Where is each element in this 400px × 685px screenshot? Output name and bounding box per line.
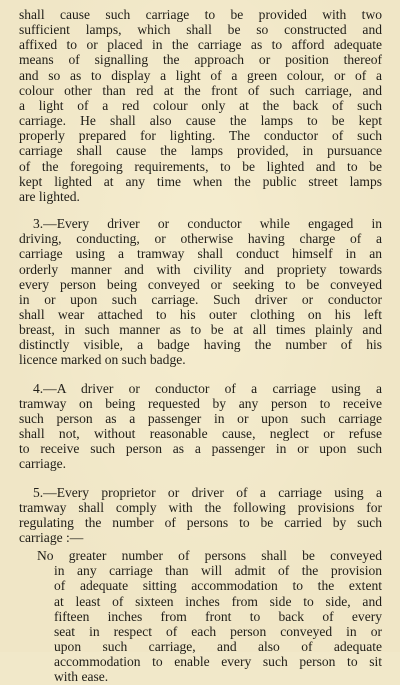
text-line: with ease.: [54, 669, 109, 685]
text-line: carriage using a tramway shall conduct himself in an: [19, 246, 382, 262]
text-line: shall wear attached to his outer clothing on his left: [19, 306, 382, 322]
text-line: tramway on being requested by any person to receive: [19, 395, 382, 411]
text-line: orderly manner and with civility and propriety towards: [19, 261, 382, 277]
text-line: and so as to display a light of a green colour, or of a: [19, 67, 382, 83]
text-line: a light of a red colour only at the back of such: [19, 97, 382, 113]
text-line: sufficient lamps, which shall be so constructed and: [19, 22, 382, 38]
text-line: carriage :—: [19, 530, 84, 545]
text-line: every person being conveyed or seeking to be conveyed: [19, 276, 382, 292]
text-line: carriage.: [19, 456, 66, 472]
text-line: carriage shall cause the lamps provided, in pursuance: [19, 143, 382, 159]
text-line: at least of sixteen inches from side to side, and: [54, 593, 382, 609]
section-4-paragraph: [19, 381, 382, 472]
text-line: are lighted.: [19, 188, 80, 204]
text-line: in any carriage than will admit of the provision: [54, 563, 382, 579]
section-heading-line: 4.—A driver or conductor of a carriage using a: [33, 380, 382, 396]
section-3-paragraph: [19, 216, 382, 368]
text-line: shall cause such carriage to be provided with two: [19, 7, 382, 22]
text-line: such person as a passenger in or upon such carriage: [19, 410, 382, 426]
text-line: affixed to or placed in the carriage as to afford adequate: [19, 37, 382, 53]
text-line: properly prepared for lighting. The conductor of such: [19, 128, 382, 144]
text-line: shall not, without reasonable cause, neglect or refuse: [19, 426, 382, 442]
text-line: upon such carriage, and also of adequate: [54, 639, 382, 655]
text-line: kept lighted at any time when the public street lamps: [19, 173, 382, 189]
text-line: in or upon such carriage. Such driver or conductor: [19, 291, 382, 307]
section-heading-line: 3.—Every driver or conductor while engaged in: [33, 216, 382, 232]
text-line: licence marked on such badge.: [19, 352, 186, 368]
section-5-paragraph: [19, 485, 382, 546]
text-line: means of signalling the approach or position thereof: [19, 52, 382, 68]
text-line: driving, conducting, or otherwise having charge of a: [19, 231, 382, 247]
text-line: breast, in such manner as to be at all times plainly and: [19, 322, 382, 338]
text-line: accommodation to enable every such person to sit: [54, 654, 382, 670]
text-line: tramway shall comply with the following provisions for: [19, 499, 382, 515]
section-5-provision-paragraph: [19, 548, 382, 684]
text-line: carriage. He shall also cause the lamps to be kept: [19, 113, 382, 129]
text-line: regulating the number of persons to be carried by such: [19, 514, 382, 530]
section-heading-line: 5.—Every proprietor or driver of a carriage using a: [33, 484, 382, 500]
text-line: colour other than red at the front of such carriage, and: [19, 82, 382, 98]
text-line: seat in respect of each person conveyed in or: [54, 623, 382, 639]
paragraph-lamps-continuation: [19, 7, 382, 204]
text-line: No greater number of persons shall be conveyed: [37, 548, 382, 564]
text-line: fifteen inches from front to back of every: [54, 608, 382, 624]
text-line: distinctly visible, a badge having the number of his: [19, 337, 382, 353]
text-line: of adequate sitting accommodation to the extent: [54, 578, 382, 594]
text-line: of the foregoing requirements, to be lighted and to be: [19, 158, 382, 174]
text-line: to receive such person as a passenger in or upon such: [19, 441, 382, 457]
